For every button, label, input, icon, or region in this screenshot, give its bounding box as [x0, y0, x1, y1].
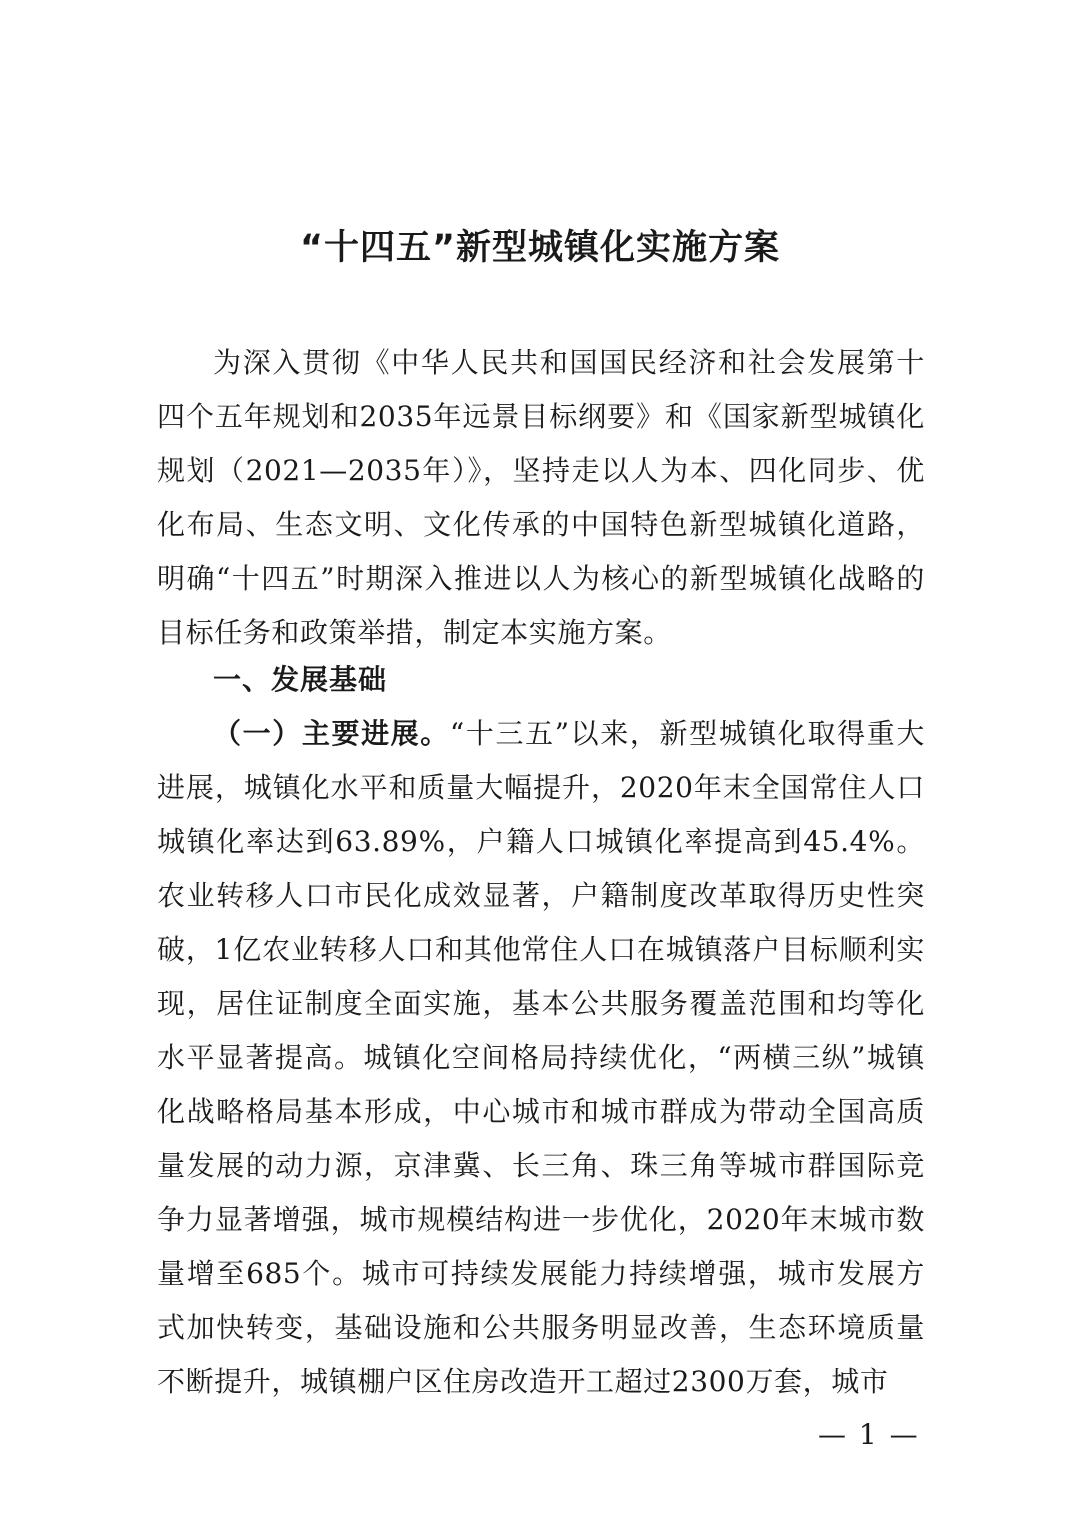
subsection-label-main-progress: （一）主要进展。	[213, 717, 450, 750]
section-heading-development-foundation: 一、发展基础	[213, 663, 388, 696]
document-title: “十四五”新型城镇化实施方案	[299, 228, 780, 268]
page-number: — 1 —	[818, 1418, 920, 1451]
main-progress-paragraph	[157, 707, 925, 1409]
intro-paragraph: 为深入贯彻《中华人民共和国国民经济和社会发展第十四个五年规划和2035年远景目标纲要》和《国家新型城镇化规划（2021—2035年）》，坚持走以人为本、四化同步、优化布局、生态文明、文化传承的中国特色新型城镇化道路，明确“十四五”时期深入推进以人为核心的新型城镇化战略的目标任务和政策举措，制定本实施方案。	[157, 346, 925, 649]
main-progress-text: “十三五”以来，新型城镇化取得重大进展，城镇化水平和质量大幅提升，2020年末全国常住人口城镇化率达到63.89%，户籍人口城镇化率提高到45.4%。农业转移人口市民化成效显著，户籍制度改革取得历史性突破，1亿农业转移人口和其他常住人口在城镇落户目标顺利实现，居住证制度全面实施，基本公共服务覆盖范围和均等化水平显著提高。城镇化空间格局持续优化，“两横三纵”城镇化战略格局基本形成，中心城市和城市群成为带动全国高质量发展的动力源，京津冀、长三角、珠三角等城市群国际竞争力显著增强，城市规模结构进一步优化，2020年末城市数量增至685个。城市可持续发展能力持续增强，城市发展方式加快转变，基础设施和公共服务明显改善，生态环境质量不断提升，城镇棚户区住房改造开工超过2300万套，城市	[157, 717, 925, 1398]
